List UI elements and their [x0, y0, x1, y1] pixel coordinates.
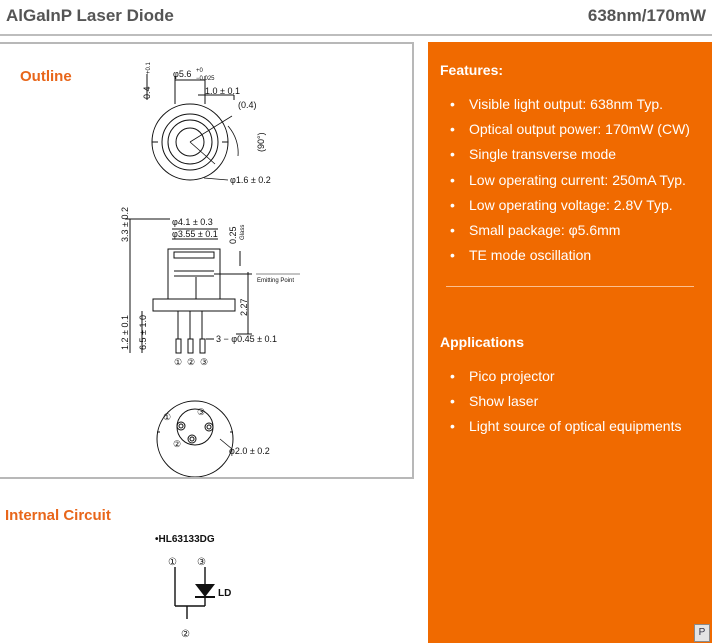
- bottom-pin-1: [177, 422, 185, 430]
- circuit-pin-2: ②: [181, 629, 190, 640]
- side-view-cap: [168, 249, 220, 299]
- circuit-pin-3: ③: [197, 557, 206, 568]
- pin-label-3: ③: [200, 357, 209, 367]
- lead-2: [188, 339, 193, 353]
- dim-emit-height: 2.27: [239, 298, 249, 316]
- dim-glass: 0.25: [228, 226, 238, 244]
- application-item: • Pico projector: [450, 367, 681, 392]
- pin-label-1: ①: [174, 357, 183, 367]
- dim-cap-height-tol: +0.1: [146, 62, 152, 74]
- dim-lead-length-2: 6.5 ± 1.0: [138, 315, 148, 350]
- feature-item: • Low operating current: 250mA Typ.: [450, 171, 690, 196]
- lead-1: [176, 339, 181, 353]
- feature-item: • TE mode oscillation: [450, 246, 690, 271]
- applications-list: [450, 367, 681, 443]
- panel-divider: [446, 286, 694, 287]
- laser-diode-symbol: [195, 584, 215, 597]
- outline-heading: Outline: [20, 68, 72, 85]
- dim-cap-height: 0.4: [142, 86, 152, 99]
- dim-notch-angle: (90°): [256, 132, 266, 152]
- dim-cap-inner: φ3.55 ± 0.1: [172, 229, 218, 239]
- internal-circuit-heading: Internal Circuit: [5, 507, 111, 524]
- application-item: • Show laser: [450, 392, 681, 417]
- dim-cap-outer: φ4.1 ± 0.3: [172, 217, 213, 227]
- feature-item: • Low operating voltage: 2.8V Typ.: [450, 196, 690, 221]
- emitting-point-label: Emitting Point: [257, 278, 295, 284]
- features-panel: [428, 42, 712, 643]
- outline-drawing: [0, 44, 412, 477]
- dim-total-height: 3.3 ± 0.2: [120, 207, 130, 242]
- dim-notch-width: 1.0 ± 0.1: [205, 86, 240, 96]
- applications-heading: Applications: [440, 334, 525, 350]
- product-title: AlGaInP Laser Diode: [6, 6, 174, 25]
- dim-cap-diameter: φ5.6: [173, 69, 192, 79]
- side-view-base: [153, 299, 235, 311]
- product-spec: 638nm/170mW: [587, 6, 706, 25]
- application-item: • Light source of optical equipments: [450, 417, 681, 442]
- internal-circuit-diagram: [150, 528, 260, 643]
- dim-lead-diameter: 3 − φ0.45 ± 0.1: [216, 334, 278, 344]
- outline-box: [0, 42, 414, 479]
- bottom-pin-label-3: ③: [197, 407, 206, 417]
- feature-item: • Small package: φ5.6mm: [450, 221, 690, 246]
- bottom-pin-label-1: ①: [163, 412, 172, 422]
- bottom-pin-2: [188, 435, 196, 443]
- glass-label: Glass: [240, 224, 246, 240]
- dim-notch-depth: (0.4): [238, 100, 257, 110]
- bottom-pin-3: [205, 423, 213, 431]
- features-heading: Features:: [440, 62, 504, 78]
- circuit-pin-1: ①: [168, 557, 177, 568]
- feature-item: • Optical output power: 170mW (CW): [450, 120, 690, 145]
- feature-item: • Visible light output: 638nm Typ.: [450, 95, 690, 120]
- page-corner-icon[interactable]: P: [694, 624, 710, 642]
- features-list: [450, 95, 690, 271]
- ld-label: LD: [218, 588, 232, 599]
- pin-label-2: ②: [187, 357, 196, 367]
- lead-3: [200, 339, 205, 353]
- dim-window-diameter: φ1.6 ± 0.2: [230, 175, 271, 185]
- dim-cap-tol-bottom: −0.025: [196, 76, 215, 82]
- part-number: •HL63133DG: [155, 534, 215, 545]
- feature-item: • Single transverse mode: [450, 145, 690, 170]
- dim-lead-length-1: 1.2 ± 0.1: [120, 315, 130, 350]
- dim-pin-circle: φ2.0 ± 0.2: [229, 446, 270, 456]
- page-header: [0, 0, 712, 36]
- bottom-pin-label-2: ②: [173, 439, 182, 449]
- dim-cap-tol-top: +0: [196, 68, 203, 74]
